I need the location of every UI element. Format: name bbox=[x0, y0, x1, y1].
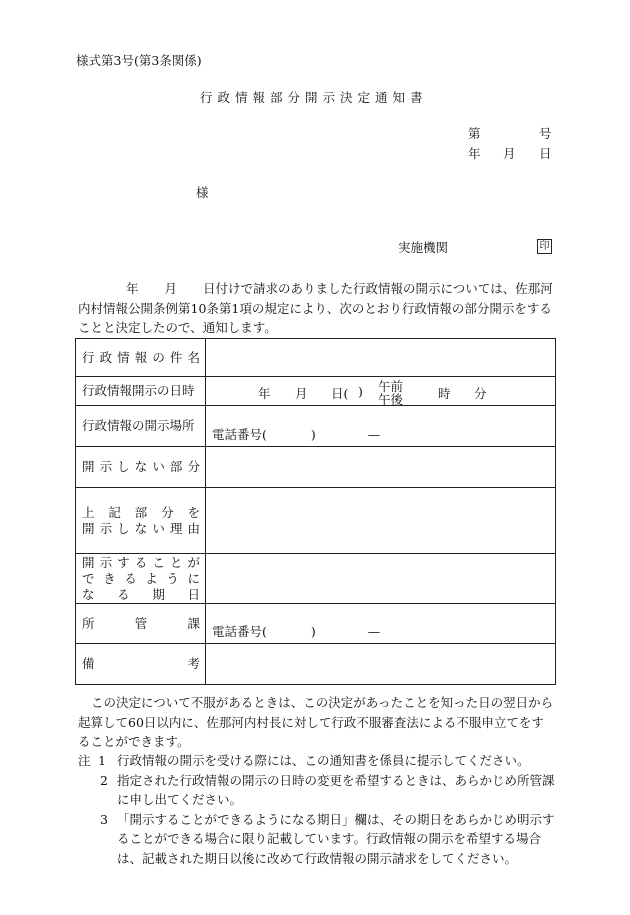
table-row bbox=[76, 447, 556, 488]
form-number: 様式第3号(第3条関係) bbox=[76, 53, 202, 68]
note-number: 2 bbox=[100, 772, 108, 788]
dept-label bbox=[76, 604, 206, 644]
dt-day: 日( bbox=[331, 385, 349, 401]
reason-label-line-1: 上 記 部 分 を bbox=[82, 504, 200, 520]
table-row bbox=[76, 488, 556, 554]
place-label: 行政情報の開示場所 bbox=[76, 406, 206, 447]
intro-text: 日付けで請求のありました行政情報の開示については、佐那河内村情報公開条例第10条第1項の規定により、次のとおり行政情報の部分開示をすることと決定したので、通知します。 bbox=[78, 281, 553, 335]
issuing-agency-label: 実施機関 bbox=[398, 240, 449, 255]
document-number-suffix: 号 bbox=[539, 126, 552, 141]
note-text: 行政情報の開示を受ける際には、この通知書を係員に提示してください。 bbox=[117, 753, 530, 768]
reason-label-line-2: 開 示 し な い 理 由 bbox=[82, 520, 200, 536]
intro-year: 年 bbox=[126, 281, 139, 296]
remarks-label-text: 備 考 bbox=[82, 656, 200, 671]
dt-am: 午前 bbox=[378, 378, 404, 394]
date-label-line-3: な る 期 日 bbox=[82, 586, 200, 602]
undisclosed-label-text: 開 示 し な い 部 分 bbox=[82, 459, 200, 474]
place-tel-label: 電話番号( bbox=[212, 427, 267, 442]
datetime-label: 行政情報開示の日時 bbox=[76, 377, 206, 406]
date-label-line-1: 開 示 す る こ と が bbox=[82, 554, 200, 570]
place-tel-close: ) bbox=[310, 427, 316, 442]
disclosable-date-label bbox=[76, 554, 206, 604]
undisclosed-value-cell[interactable] bbox=[206, 447, 556, 488]
date-day-label: 日 bbox=[539, 146, 552, 161]
seal-icon: 印 bbox=[537, 239, 552, 254]
intro-paragraph bbox=[78, 279, 556, 338]
dt-month: 月 bbox=[295, 385, 308, 401]
dept-tel-dash: — bbox=[367, 624, 381, 639]
intro-month: 月 bbox=[164, 281, 178, 296]
dt-pm: 午後 bbox=[378, 391, 404, 407]
place-phone bbox=[212, 425, 380, 443]
document-title: 行政情報部分開示決定通知書 bbox=[200, 90, 428, 105]
dt-hour: 時 bbox=[438, 385, 451, 401]
dept-tel-label: 電話番号( bbox=[212, 624, 267, 639]
note-text: 「開示することができるようになる期日」欄は、その期日をあらかじめ明示することができる場合に限り記載しています。行政情報の開示を希望する場合は、記載された期日以後に改めて行政情報の開示請求をしてください。 bbox=[117, 811, 555, 866]
appeal-notice-text: この決定について不服があるときは、この決定があったことを知った日の翌日から起算して60日以内に、佐那河内村長に対して行政不服審査法による不服申立てをすることができます。 bbox=[78, 695, 554, 749]
subject-value-cell[interactable] bbox=[206, 339, 556, 377]
dt-close: ) bbox=[358, 383, 363, 399]
note-number: 1 bbox=[98, 753, 106, 768]
dt-year: 年 bbox=[258, 385, 271, 401]
reason-value-cell[interactable] bbox=[206, 488, 556, 554]
table-row bbox=[76, 604, 556, 644]
date-month-label: 月 bbox=[503, 146, 516, 161]
notes-section bbox=[78, 751, 558, 868]
disclosure-info-table bbox=[75, 338, 556, 685]
note-item-3 bbox=[78, 810, 558, 869]
table-row bbox=[76, 377, 556, 406]
remarks-label bbox=[76, 644, 206, 685]
notes-label: 注 bbox=[78, 753, 91, 768]
note-text: 指定された行政情報の開示の日時の変更を希望するときは、あらかじめ所管課に申し出てください。 bbox=[117, 772, 555, 807]
dept-label-text: 所 管 課 bbox=[82, 615, 200, 631]
subject-label bbox=[76, 339, 206, 377]
note-item-2 bbox=[78, 771, 558, 810]
dept-phone bbox=[212, 622, 380, 640]
date-year-label: 年 bbox=[468, 146, 481, 161]
table-row bbox=[76, 339, 556, 377]
disclosable-date-value-cell[interactable] bbox=[206, 554, 556, 604]
note-item-1 bbox=[78, 751, 558, 771]
dept-value-cell[interactable] bbox=[206, 604, 556, 644]
subject-label-text: 行 政 情 報 の 件 名 bbox=[82, 349, 200, 365]
place-tel-dash: — bbox=[367, 427, 381, 442]
date-label-line-2: で き る よ う に bbox=[82, 570, 200, 586]
reason-label bbox=[76, 488, 206, 554]
dept-tel-close: ) bbox=[310, 624, 316, 639]
place-value-cell[interactable] bbox=[206, 406, 556, 447]
table-row bbox=[76, 644, 556, 685]
table-row bbox=[76, 554, 556, 604]
datetime-value-cell[interactable] bbox=[206, 377, 556, 406]
table-row bbox=[76, 406, 556, 447]
dt-minute: 分 bbox=[474, 385, 487, 401]
appeal-notice bbox=[78, 693, 556, 752]
document-number-prefix: 第 bbox=[468, 126, 481, 141]
remarks-value-cell[interactable] bbox=[206, 644, 556, 685]
addressee-honorific: 様 bbox=[196, 185, 209, 200]
note-number: 3 bbox=[100, 811, 108, 827]
undisclosed-label bbox=[76, 447, 206, 488]
